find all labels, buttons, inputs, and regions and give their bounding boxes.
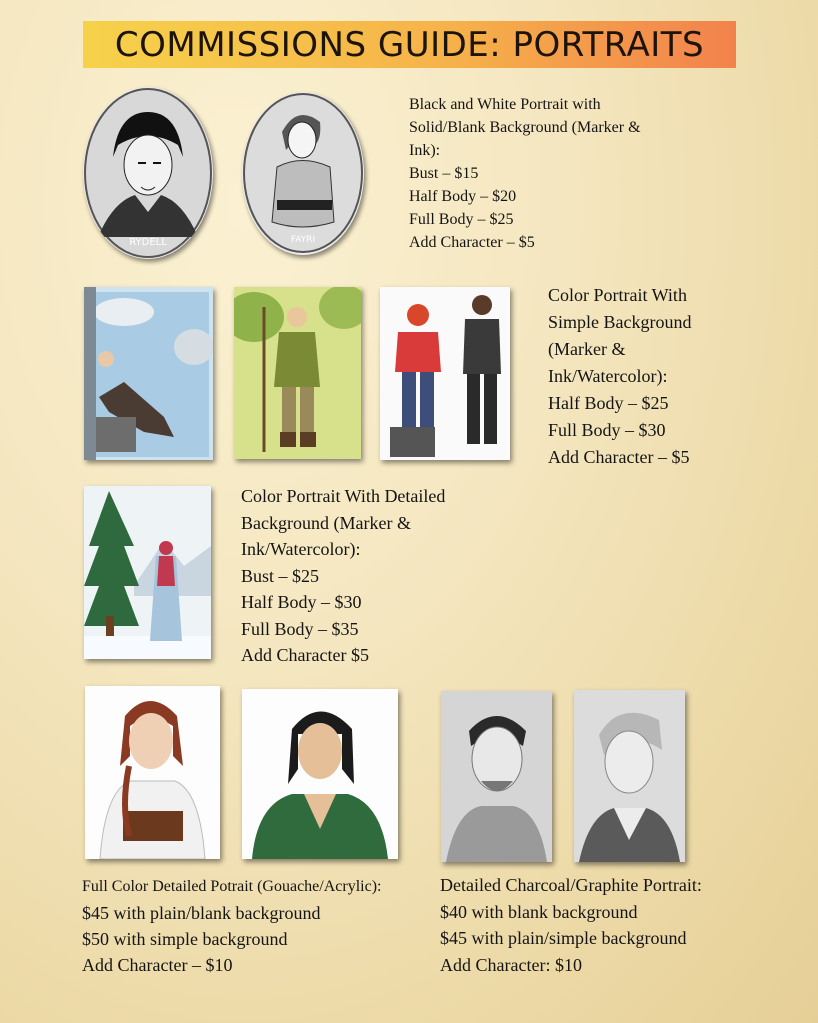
price-line: Ink):	[409, 142, 441, 159]
price-line: Simple Background	[548, 312, 692, 332]
price-line: $45 with plain/simple background	[440, 928, 687, 948]
price-line: Add Character: $10	[440, 954, 582, 975]
price-line: Background (Marker &	[241, 512, 411, 533]
price-line: Detailed Charcoal/Graphite Portrait:	[440, 875, 702, 895]
page-title: COMMISSIONS GUIDE: PORTRAITS	[114, 24, 705, 65]
color-detailed-winter-portrait	[84, 486, 211, 659]
charcoal-portrait-man	[441, 691, 552, 862]
color-simple-window-portrait	[84, 287, 213, 460]
gouache-portrait-woman	[85, 686, 220, 859]
signature-rydell: RYDELL	[129, 237, 167, 248]
price-line: Solid/Blank Background (Marker &	[409, 119, 641, 136]
price-line: Full Body – $35	[241, 618, 359, 639]
price-line: Black and White Portrait with	[409, 96, 601, 113]
price-line: Add Character – $10	[82, 955, 233, 975]
price-line: Half Body – $30	[241, 592, 362, 612]
title-banner	[83, 21, 736, 68]
price-line: Bust – $15	[409, 165, 479, 182]
price-line: $45 with plain/blank background	[82, 903, 321, 923]
price-line: Ink/Watercolor):	[548, 366, 668, 386]
color-simple-pricing	[548, 282, 691, 471]
price-line: $50 with simple background	[82, 929, 288, 949]
bw-portrait-pricing	[409, 93, 641, 254]
gouache-pricing	[82, 874, 381, 978]
price-line: Bust – $25	[241, 565, 320, 586]
color-simple-duo-portrait	[380, 287, 510, 460]
price-line: Full Body – $25	[409, 211, 514, 228]
price-line: Half Body – $20	[409, 188, 517, 205]
color-detailed-pricing	[241, 483, 445, 669]
price-line: (Marker &	[548, 339, 626, 359]
bw-portrait-fayri	[242, 92, 364, 255]
price-line: $40 with blank background	[440, 901, 638, 922]
bw-portrait-rydell	[83, 87, 213, 259]
price-line: Ink/Watercolor):	[241, 539, 361, 559]
price-line: Add Character – $5	[409, 234, 535, 251]
charcoal-pricing	[440, 872, 702, 978]
gouache-portrait-man	[242, 689, 398, 859]
price-line: Add Character $5	[241, 645, 369, 665]
price-line: Half Body – $25	[548, 393, 669, 413]
price-line: Color Portrait With	[548, 285, 687, 305]
charcoal-portrait-woman	[574, 690, 685, 862]
signature-fayri: FAYRI	[290, 235, 316, 245]
price-line: Color Portrait With Detailed	[241, 486, 446, 506]
price-line: Full Color Detailed Potrait (Gouache/Acrylic):	[82, 878, 382, 895]
price-line: Full Body – $30	[548, 420, 666, 440]
price-line: Add Character – $5	[548, 447, 690, 467]
color-simple-ranger-portrait	[234, 287, 361, 459]
